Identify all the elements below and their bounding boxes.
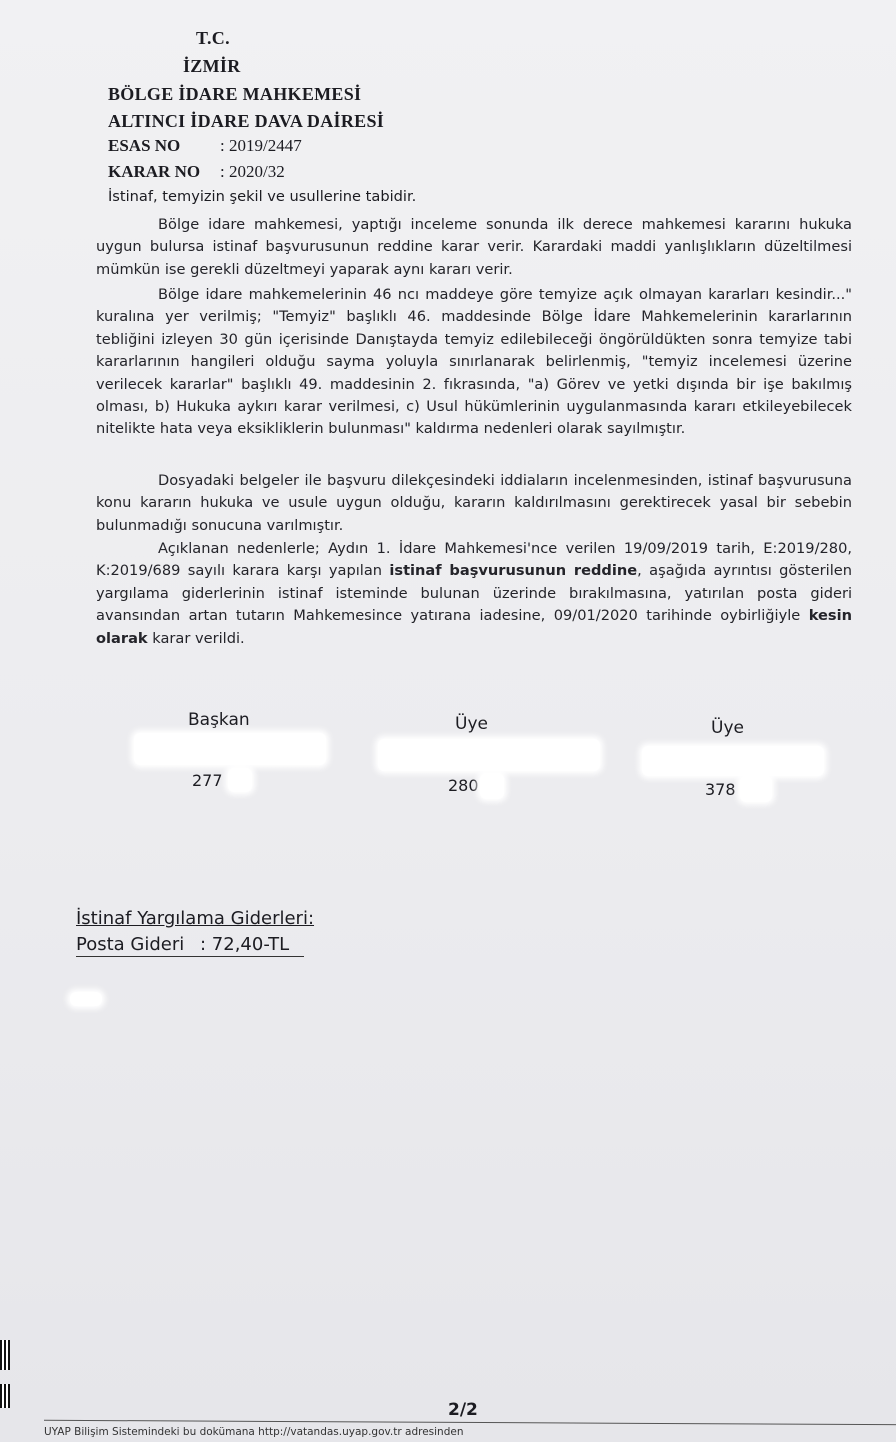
- costs-underline: [76, 956, 304, 957]
- costs-postage-label: Posta Gideri: [76, 934, 185, 955]
- header-chamber: ALTINCI İDARE DAVA DAİRESİ: [108, 111, 385, 131]
- signature-number-member-1: 280: [448, 776, 479, 795]
- costs-postage-value: : 72,40-TL: [200, 934, 290, 955]
- barcode-icon: [0, 1384, 10, 1408]
- costs-row: [76, 934, 289, 955]
- paragraph-1: [96, 214, 852, 281]
- paragraph-3-text: Dosyadaki belgeler ile başvuru dilekçesindeki iddiaların incelenmesinden, istinaf başvurusuna konu kararın hukuka ve usule uygun olduğu, kararın kaldırılmasını gerektirecek yasal bir sebebin bulunmadığı sonucuna varılmıştır.: [96, 472, 852, 534]
- esas-no-row: [108, 136, 302, 156]
- redacted-name-president: [134, 733, 326, 765]
- paragraph-4-part-c: , aşağıda ayrıntısı gösterilen yargılama giderlerinin istinaf isteminde bulunan üzerinde bırakılmasına, yatırılan posta gideri avansından artan tutarın Mahkemesince yatırana iadesine, 09/01/2020 tarihinde oybirliğiyle: [96, 562, 852, 625]
- signature-role-member-2: Üye: [711, 718, 744, 738]
- paragraph-2-text: Bölge idare mahkemelerinin 46 ncı maddeye göre temyize açık olmayan kararları kesindir..." kuralına yer verilmiş; "Temyiz" başlıklı 46. maddesinde Bölge İdare Mahkemelerinin kararlarının tebliğini izleyen 30 gün içerisinde Danıştayda temyiz edilebileceği öngörüldükten sonra temyize tabi kararlarının hangileri olduğu sayma yoluyla sınırlanarak belirlenmiş, "temyiz incelemesi üzerine verilecek kararlar" başlıklı 49. maddesinin 2. fıkrasında, "a) Görev ve yetki dışında bir işe bakılmış olması, b) Hukuka aykırı karar verilmesi, c) Usul hükümlerinin uygulanmasında kararı etkileyebilecek nitelikte hata veya eksikliklerin bulunması" kaldırma nedenleri olarak sayılmıştır.: [96, 286, 852, 438]
- paragraph-4: [96, 538, 852, 650]
- karar-no-value: : 2020/32: [220, 162, 285, 181]
- paragraph-1-text: Bölge idare mahkemesi, yaptığı inceleme sonunda ilk derece mahkemesi kararını hukuka uygun bulursa istinaf başvurusunun reddine karar verir. Karardaki maddi yanlışlıkların düzeltilmesi mümkün ise gerekli düzeltmeyi yaparak aynı kararı verir.: [96, 216, 852, 278]
- signature-number-member-2: 378: [705, 780, 736, 799]
- esas-no-value: : 2019/2447: [220, 136, 302, 155]
- paragraph-4-bold-reject: istinaf başvurusunun reddine: [389, 562, 638, 580]
- paragraph-3: [96, 470, 852, 537]
- esas-no-label: ESAS NO: [108, 136, 181, 155]
- signature-number-president: 277: [192, 771, 223, 790]
- footer-rule: [44, 1420, 896, 1426]
- signature-role-member-1: Üye: [455, 714, 488, 734]
- redacted-name-member-2: [642, 746, 824, 776]
- footer-uyap-text: UYAP Bilişim Sistemindeki bu dokümana http://vatandas.uyap.gov.tr adresinden: [44, 1426, 464, 1438]
- qr-code-icon: [0, 1340, 10, 1370]
- paragraph-4-part-e: karar verildi.: [147, 629, 245, 647]
- page-number: 2/2: [448, 1400, 478, 1420]
- redacted-number-member-1: [480, 773, 504, 799]
- header-court: BÖLGE İDARE MAHKEMESİ: [108, 84, 362, 104]
- redacted-number-president: [228, 768, 252, 792]
- karar-no-label: KARAR NO: [108, 162, 201, 181]
- redacted-small-mark: [70, 992, 102, 1006]
- paragraph-4-text: [96, 538, 852, 650]
- redacted-number-member-2: [740, 776, 772, 802]
- paragraph-4-bold-final: kesin olarak: [96, 607, 852, 647]
- karar-no-row: [108, 162, 285, 182]
- paragraph-4-part-a: Açıklanan nedenlerle; Aydın 1. İdare Mahkemesi'nce verilen 19/09/2019 tarih, E:2019/280, K:2019/689 sayılı karara karşı yapılan: [96, 540, 852, 580]
- intro-line: İstinaf, temyizin şekil ve usullerine tabidir.: [108, 188, 417, 205]
- header-tc: T.C.: [196, 28, 230, 48]
- signature-role-president: Başkan: [188, 710, 250, 730]
- header-city: İZMİR: [183, 56, 241, 76]
- redacted-name-member-1: [378, 739, 600, 771]
- paragraph-2: [96, 284, 852, 441]
- costs-title: İstinaf Yargılama Giderleri:: [76, 908, 315, 929]
